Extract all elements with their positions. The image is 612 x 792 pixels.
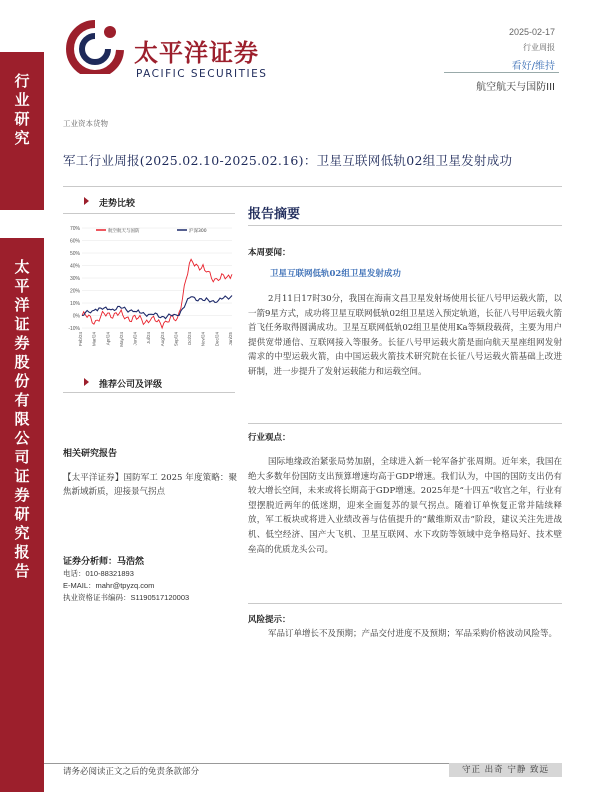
section-divider (248, 603, 562, 604)
trend-divider (63, 213, 235, 214)
chart-y-tick-label: 0% (72, 313, 80, 320)
trend-heading: 走势比较 (99, 199, 136, 209)
chart-y-tick-label: 50% (69, 251, 80, 257)
chart-x-tick-label: Sep/24 (173, 332, 179, 347)
sidebar-label-company: 太平洋证券股份有限公司证券研究报告 (14, 258, 30, 580)
chart-gridlines (82, 228, 232, 328)
related-report-link[interactable]: 【太平洋证券】国防军工 2025 年度策略：聚焦新域新质，迎接景气拐点 (63, 473, 237, 497)
pacific-securities-logo-icon (66, 20, 124, 74)
section-divider (248, 423, 562, 424)
chart-x-tick-label: Aug/24 (159, 332, 165, 347)
logo-name-en: PACIFIC SECURITIES (136, 68, 268, 80)
related-reports-heading: 相关研究报告 (63, 449, 118, 459)
chart-y-tick-label: 30% (69, 276, 80, 282)
summary-heading: 报告摘要 (248, 207, 301, 222)
chart-x-tick-label: Jan/25 (228, 332, 233, 346)
chart-y-tick-label: -10% (68, 326, 80, 332)
chart-x-tick-label: May/24 (118, 332, 124, 347)
chart-x-tick-label: Feb/24 (78, 332, 83, 347)
chart-y-tick-label: 60% (69, 238, 80, 245)
chart-legend-label: 沪深300 (189, 229, 207, 234)
subcategory-label: 工业资本货物 (63, 119, 108, 128)
report-date: 2025-02-17 (508, 27, 555, 37)
chart-x-tick-label: Oct/24 (187, 332, 193, 346)
sidebar-divider (0, 210, 44, 238)
sidebar-label-industry-research: 行业研究 (14, 72, 30, 147)
recommend-divider (63, 392, 235, 393)
industry-view-body: 国际地缘政治紧张局势加剧，全球进入新一轮军备扩张周期。近年来，我国在绝大多数年份国防支出预算增速均高于GDP增速。我们认为，中国的国防支出仍有较大增长空间，未来或将长期高于GDP增速。2025年是“十四五”收官之年，行业有望摆脱近两年的低迷期，迎来全面复苏的景气拐点。随着订单恢复正常并陆续释放，军工板块或将进入业绩改善与估值提升的“戴维斯双击”阶段，建议关注先进战机、低空经济、国产大飞机、卫星互联网、水下攻防等领域中竞争格局好、技术壁垒高的优质龙头公司。 (248, 457, 562, 555)
chart-y-tick-label: 70% (69, 226, 80, 232)
chart-series-line (82, 296, 232, 319)
chart-x-tick-label: Dec/24 (214, 332, 220, 347)
header-divider (444, 72, 559, 73)
risk-body: 军品订单增长不及预期；产品交付进度不及预期；军品采购价格波动风险等。 (268, 629, 558, 639)
triangle-bullet-icon (84, 197, 89, 205)
chart-y-tick-label: 10% (69, 301, 80, 307)
trend-chart (62, 218, 238, 348)
chart-x-ticks (78, 332, 233, 347)
chart-y-tick-label: 40% (69, 263, 80, 270)
report-type: 行业周报 (523, 43, 555, 52)
chart-legend-label: 航空航天与国防 (108, 229, 140, 234)
report-title: 军工行业周报(2025.02.10-2025.02.16)：卫星互联网低轨02组卫星发射成功 (63, 153, 513, 168)
company-motto: 守正 出奇 宁静 致远 (449, 763, 562, 777)
chart-x-tick-label: Nov/24 (200, 332, 206, 347)
sector-label: 航空航天与国防III (476, 82, 555, 93)
analyst-email[interactable]: E-MAIL：mahr@tpyzq.com (63, 581, 155, 590)
industry-view-heading: 行业观点： (248, 433, 291, 443)
analyst-phone: 电话：010-88321893 (63, 569, 134, 578)
weekly-news-title: 卫星互联网低轨02组卫星发射成功 (270, 269, 401, 279)
weekly-news-heading: 本周要闻： (248, 248, 291, 258)
chart-series-line (82, 259, 232, 328)
recommend-heading: 推荐公司及评级 (99, 380, 163, 390)
chart-x-tick-label: Apr/24 (105, 332, 111, 346)
disclaimer-note: 请务必阅读正文之后的免责条款部分 (63, 767, 200, 777)
analyst-license: 执业资格证书编码：S1190517120003 (63, 593, 190, 602)
analyst-heading: 证券分析师：马浩然 (63, 557, 145, 567)
weekly-news-body: 2月11日17时30分，我国在海南文昌卫星发射场使用长征八号甲运载火箭，以一箭9星方式，成功将卫星互联网低轨02组卫星送入预定轨道，长征八号甲运载火箭首飞任务取得圆满成功。卫星互联网低轨02组卫星使用Ka等频段载荷，主要为用户提供宽带通信、互联网接入等服务。长征八号甲运载火箭是面向航天星座组网发射需求的中型运载火箭，由中国运载火箭技术研究院在长征八号运载火箭基础上改进研制，进一步提升了发射运载能力和运载空间。 (248, 294, 562, 377)
rating-badge: 看好/维持 (511, 61, 555, 72)
chart-y-tick-label: 20% (69, 288, 80, 295)
chart-x-tick-label: Jul/24 (146, 332, 152, 345)
logo-name-cn: 太平洋证券 (134, 39, 259, 67)
chart-x-tick-label: Jun/24 (132, 332, 138, 346)
risk-heading: 风险提示： (248, 615, 291, 625)
chart-series (82, 259, 232, 328)
chart-y-ticks (68, 226, 80, 332)
triangle-bullet-icon (84, 378, 89, 386)
chart-x-tick-label: Mar/24 (91, 332, 97, 347)
title-divider (63, 186, 562, 187)
summary-divider (248, 225, 562, 226)
